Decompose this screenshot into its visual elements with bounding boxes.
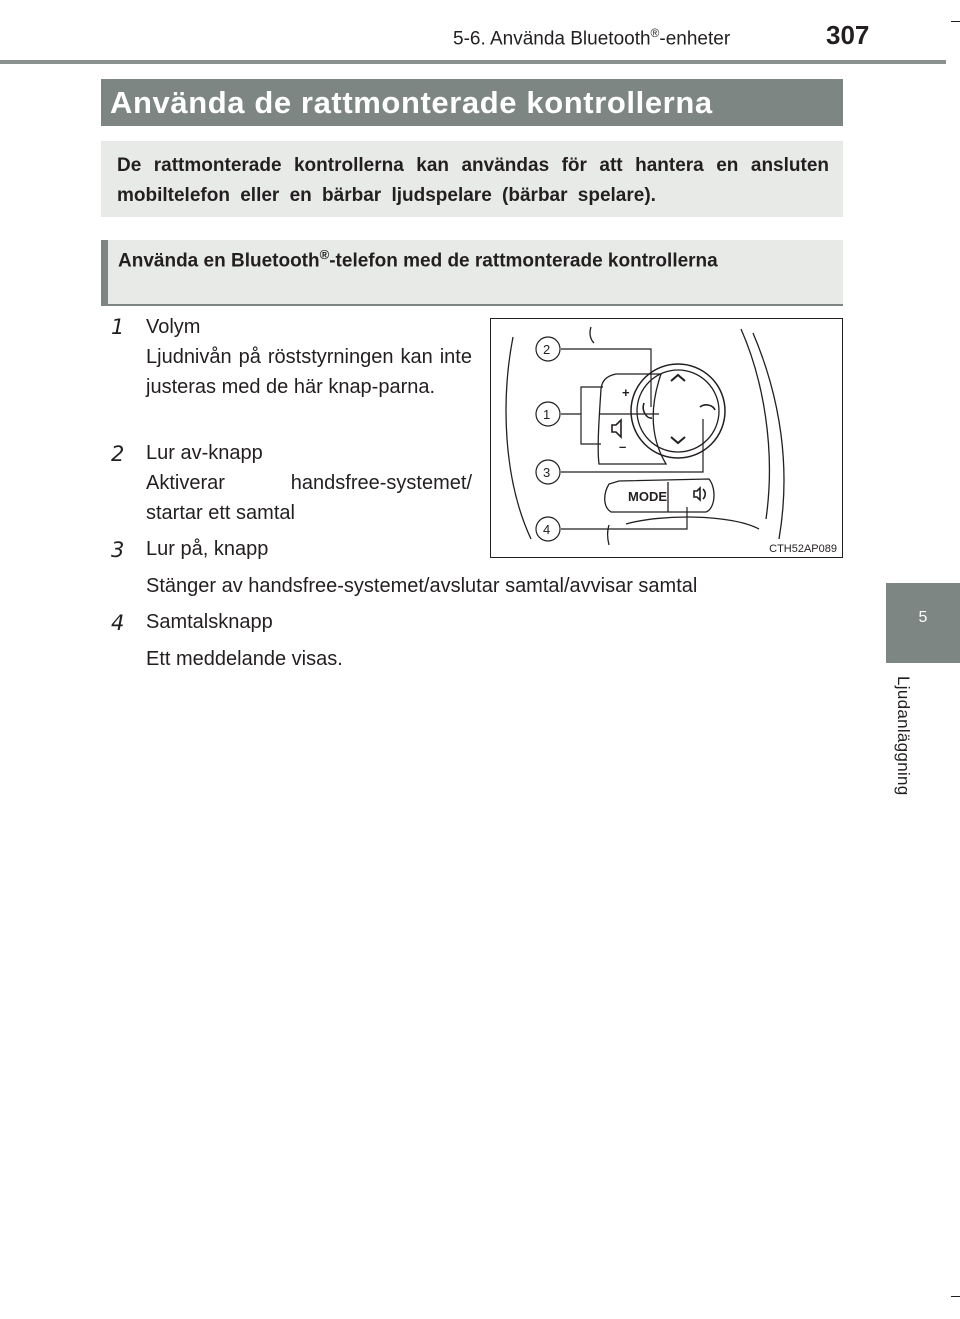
chevron-up-icon: [671, 375, 685, 381]
svg-text:1: 1: [543, 407, 551, 422]
item-title: Lur av-knapp: [146, 442, 263, 464]
steering-switch-drawing: [491, 319, 841, 556]
crop-mark: [951, 21, 960, 22]
item-number: 3: [111, 538, 125, 562]
talk-icon: [694, 488, 700, 500]
callout-3: [536, 460, 560, 484]
header-rule: [0, 60, 946, 64]
header-section-prefix: 5-6. Använda Bluetooth: [453, 28, 651, 50]
chapter-label: Ljudanläggning: [894, 676, 913, 796]
registered-mark: ®: [650, 26, 660, 40]
chevron-down-icon: [671, 437, 685, 443]
intro-text: De rattmonterade kontrollerna kan användas för att hantera en ansluten mobiltelefon eller en bärbar ljudspelare (bärbar spelare).: [117, 155, 829, 206]
subsection-title-suffix: -telefon med de rattmonterade kontrollerna: [329, 250, 718, 272]
registered-mark: ®: [319, 247, 330, 262]
item-number: 1: [111, 315, 125, 339]
item-description: Ett meddelande visas.: [146, 648, 343, 670]
section-title: Använda de rattmonterade kontrollerna: [110, 85, 713, 120]
item-description: Stänger av handsfree-systemet/avslutar samtal/avvisar samtal: [146, 575, 698, 597]
section-title-bar: [101, 79, 843, 126]
item-number: 2: [111, 442, 125, 466]
item-description: Aktiverar handsfree-systemet/ startar ett samtal: [146, 472, 472, 524]
figure-code: CTH52AP089: [769, 543, 837, 555]
volume-down-symbol: –: [619, 439, 627, 454]
mode-button-label: MODE: [628, 489, 667, 504]
svg-text:4: 4: [543, 522, 551, 537]
chapter-tab: [886, 583, 960, 663]
svg-text:3: 3: [543, 465, 551, 480]
crop-mark: [951, 1296, 960, 1297]
subsection-title-prefix: Använda en Bluetooth: [118, 250, 320, 272]
callout-1: [536, 402, 560, 426]
header-section-suffix: -enheter: [659, 28, 731, 50]
item-title: Lur på, knapp: [146, 538, 269, 560]
wheel-rim-line: [741, 329, 769, 519]
phone-on-hook-icon: [700, 405, 715, 410]
intro-box: [101, 141, 843, 217]
callout-4: [536, 517, 560, 541]
callout-2: [536, 337, 560, 361]
item-title: Volym: [146, 316, 201, 338]
chapter-number: 5: [918, 609, 928, 626]
svg-text:2: 2: [543, 342, 551, 357]
subsection-box: [101, 240, 843, 306]
steering-switch-illustration: [490, 318, 843, 558]
item-description: Ljudnivån på röststyrningen kan inte justeras med de här knap-parna.: [146, 346, 472, 398]
subsection-title: [118, 240, 758, 276]
page-number: 307: [826, 20, 870, 50]
running-header: [453, 26, 730, 50]
volume-up-symbol: +: [622, 385, 630, 400]
item-number: 4: [111, 611, 125, 635]
item-title: Samtalsknapp: [146, 611, 273, 633]
speaker-icon: [612, 420, 621, 437]
